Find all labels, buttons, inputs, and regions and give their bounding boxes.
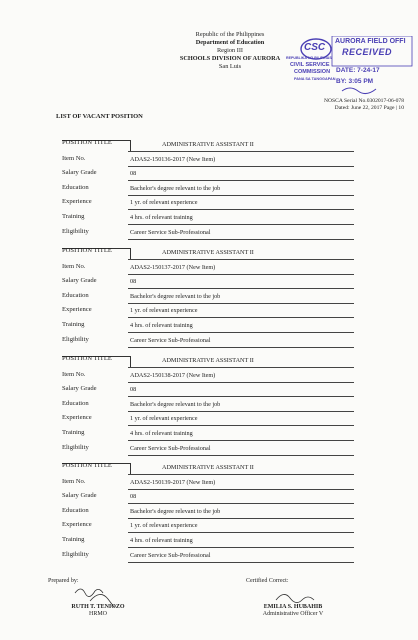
training-value: 4 hrs. of relevant training [130,430,193,437]
stamp-republika: REPUBLIKA NG PILIPINAS [286,56,332,60]
training-field [128,321,354,333]
position-value: ADMINISTRATIVE ASSISTANT II [162,464,254,471]
row-position [62,140,392,152]
stamp-civil-service: CIVIL SERVICE [290,62,330,68]
eligibility-label: Eligibility [62,336,89,343]
eligibility-label: Eligibility [62,444,89,451]
training-label: Training [62,321,85,328]
row-experience [62,521,392,533]
education-field [128,507,354,519]
training-field [128,429,354,441]
eligibility-label: Eligibility [62,228,89,235]
education-value: Bachelor's degree relevant to the job [130,185,221,192]
row-education [62,400,392,412]
letterhead-department: Department of Education [195,39,265,46]
education-value: Bachelor's degree relevant to the job [130,293,221,300]
grade-field [128,169,354,181]
row-item [62,478,392,490]
stamp-date: DATE: 7-24-17 [336,67,380,74]
position-field [128,356,354,368]
training-label: Training [62,213,85,220]
eligibility-field [128,444,354,456]
csc-logo-text: CSC [304,42,326,53]
row-item [62,155,392,167]
position-field [128,463,354,475]
row-experience [62,306,392,318]
item-value: ADAS2-150139-2017 (New Item) [130,479,216,486]
item-value: ADAS2-150136-2017 (New Item) [130,156,216,163]
education-value: Bachelor's degree relevant to the job [130,401,221,408]
row-training [62,429,392,441]
row-eligibility [62,228,392,240]
certified-correct-label: Certified Correct: [246,578,289,584]
education-label: Education [62,184,89,191]
position-value: ADMINISTRATIVE ASSISTANT II [162,141,254,148]
item-field [128,478,354,490]
list-title: LIST OF VACANT POSITION [56,113,143,120]
grade-field [128,277,354,289]
training-value: 4 hrs. of relevant training [130,214,193,221]
item-value: ADAS2-150138-2017 (New Item) [130,372,216,379]
row-experience [62,414,392,426]
dated-page [324,105,404,112]
eligibility-value: Career Service Sub-Professional [130,229,211,236]
prepared-name: RUTH T. TENIOZO [71,604,125,610]
experience-label: Experience [62,306,92,313]
position-label: POSITION TITLE [62,139,112,146]
position-label: POSITION TITLE [62,355,112,362]
row-eligibility [62,551,392,563]
position-label: POSITION TITLE [62,247,112,254]
education-field [128,184,354,196]
row-grade [62,385,392,397]
experience-field [128,414,354,426]
experience-label: Experience [62,198,92,205]
experience-value: 1 yr. of relevant experience [130,307,198,314]
grade-value: 08 [130,170,137,177]
row-eligibility [62,336,392,348]
eligibility-label: Eligibility [62,551,89,558]
item-field [128,371,354,383]
grade-label: Salary Grade [62,385,97,392]
eligibility-field [128,336,354,348]
item-label: Item No. [62,478,86,485]
education-label: Education [62,400,89,407]
position-value: ADMINISTRATIVE ASSISTANT II [162,249,254,256]
row-item [62,263,392,275]
experience-field [128,306,354,318]
experience-label: Experience [62,521,92,528]
item-label: Item No. [62,371,86,378]
eligibility-value: Career Service Sub-Professional [130,445,211,452]
row-grade [62,492,392,504]
experience-value: 1 yr. of relevant experience [130,199,198,206]
eligibility-value: Career Service Sub-Professional [130,337,211,344]
grade-value: 08 [130,386,137,393]
prepared-by [58,604,138,618]
stamp-office: AURORA FIELD OFFI [335,38,406,45]
certified-title: Administrative Officer V [262,611,324,617]
training-label: Training [62,536,85,543]
prepared-by-label: Prepared by: [48,578,79,584]
education-field [128,292,354,304]
grade-label: Salary Grade [62,492,97,499]
position-field [128,140,354,152]
item-label: Item No. [62,155,86,162]
education-label: Education [62,292,89,299]
row-grade [62,277,392,289]
eligibility-field [128,228,354,240]
letterhead-region: Region III [216,47,244,54]
stamp-received: RECEIVED [342,47,393,57]
grade-field [128,385,354,397]
serial-info [324,98,404,112]
row-training [62,536,392,548]
grade-field [128,492,354,504]
training-field [128,536,354,548]
grade-value: 08 [130,493,137,500]
experience-value: 1 yr. of relevant experience [130,522,198,529]
letterhead-town: San Luis [218,63,242,70]
stamp-commission: COMMISSION [294,69,331,75]
training-label: Training [62,429,85,436]
item-field [128,155,354,167]
experience-value: 1 yr. of relevant experience [130,415,198,422]
row-education [62,507,392,519]
position-field [128,248,354,260]
row-training [62,213,392,225]
row-training [62,321,392,333]
row-experience [62,198,392,210]
item-value: ADAS2-150137-2017 (New Item) [130,264,216,271]
letterhead-republic: Republic of the Philippines [195,31,265,38]
training-field [128,213,354,225]
eligibility-value: Career Service Sub-Professional [130,552,211,559]
experience-label: Experience [62,414,92,421]
certified-by [238,604,348,618]
education-label: Education [62,507,89,514]
education-value: Bachelor's degree relevant to the job [130,508,221,515]
position-label: POSITION TITLE [62,462,112,469]
row-eligibility [62,444,392,456]
item-field [128,263,354,275]
nosca-serial: NOSCA Serial No.0302017-06-078 [323,98,404,104]
received-stamp [282,36,414,104]
stamp-by: BY: 3:05 PM [336,78,374,85]
experience-field [128,521,354,533]
grade-label: Salary Grade [62,277,97,284]
letterhead-division: SCHOOLS DIVISION OF AURORA [179,55,281,62]
position-value: ADMINISTRATIVE ASSISTANT II [162,357,254,364]
training-value: 4 hrs. of relevant training [130,537,193,544]
row-item [62,371,392,383]
prepared-title: HRMO [88,611,107,617]
row-grade [62,169,392,181]
grade-label: Salary Grade [62,169,97,176]
education-field [128,400,354,412]
certified-name: EMILIA S. HUBAHIB [263,604,323,610]
grade-value: 08 [130,278,137,285]
dated: Dated: June 22, 2017 [334,105,383,111]
training-value: 4 hrs. of relevant training [130,322,193,329]
page-number: Page | 10 [383,105,404,111]
experience-field [128,198,354,210]
row-position [62,463,392,475]
item-label: Item No. [62,263,86,270]
row-education [62,184,392,196]
row-position [62,248,392,260]
row-position [62,356,392,368]
eligibility-field [128,551,354,563]
stamp-tanggapan: PANA SA TANGGAPAN [294,77,336,81]
row-education [62,292,392,304]
